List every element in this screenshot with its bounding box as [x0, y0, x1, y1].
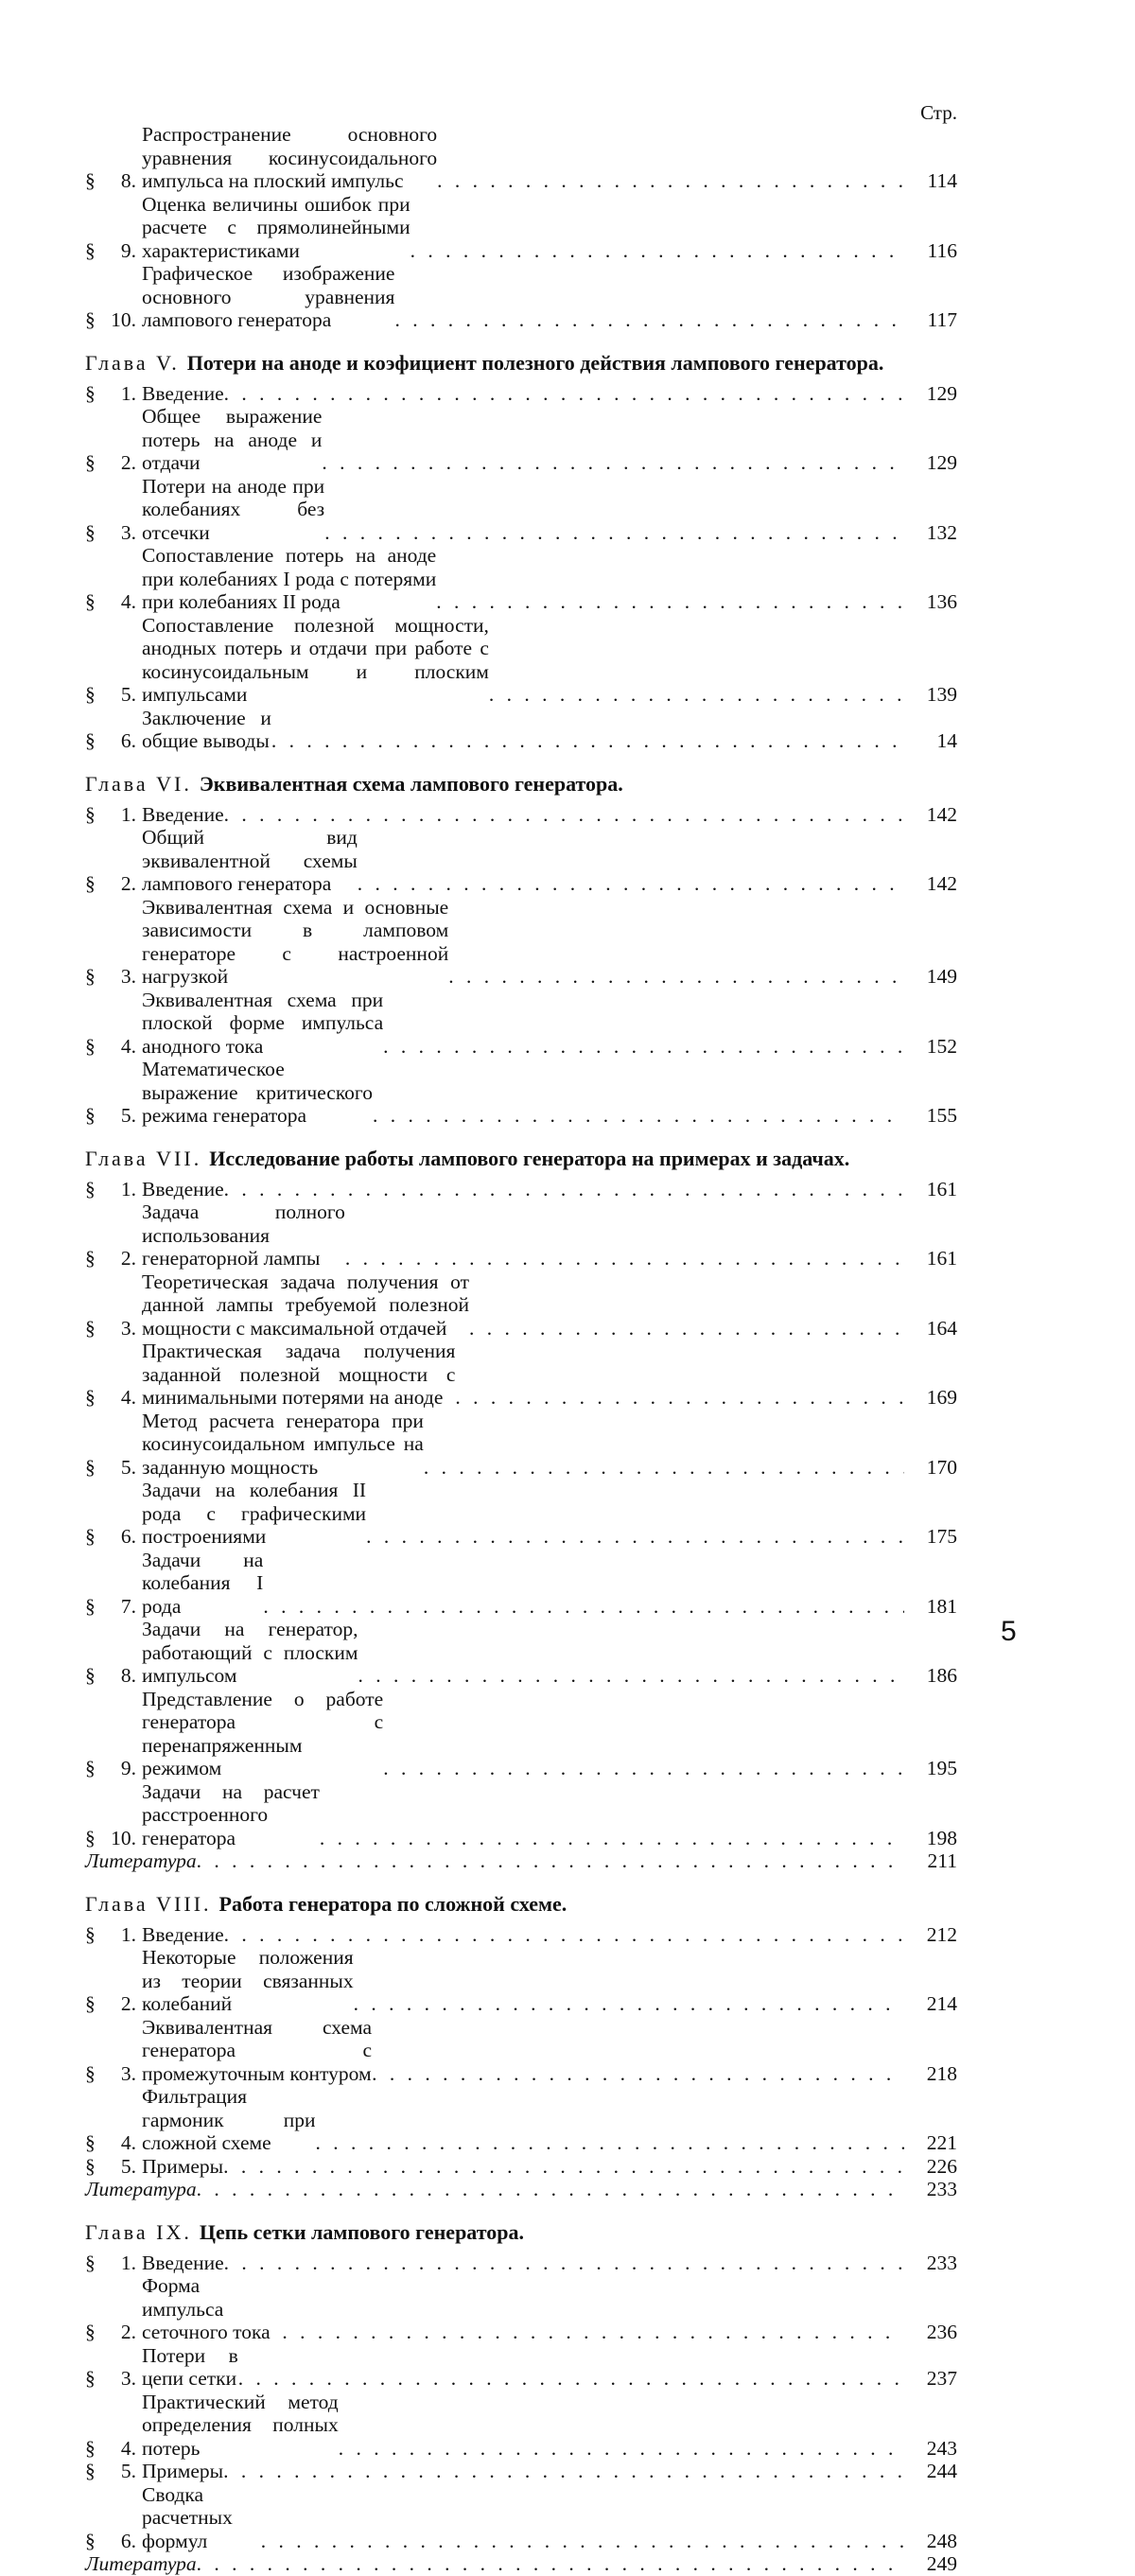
section-sign: § [85, 451, 96, 474]
section-sign: § [85, 1177, 96, 1200]
section-number: 2. [120, 1247, 136, 1270]
section-number: 4. [120, 2131, 136, 2154]
entry-title: Примеры [142, 2154, 224, 2178]
section-sign: § [85, 1316, 96, 1340]
toc-entry [85, 382, 957, 406]
chapter-title: Работа генератора по сложной схеме. [218, 1891, 568, 1916]
toc-entry [85, 1410, 957, 1480]
entry-title: Представление о работе генератора с перенапряженным режимом [142, 1687, 384, 1779]
entry-page: 142 [926, 802, 957, 826]
entry-title-wrap [142, 1618, 904, 1688]
entry-title-wrap [142, 1200, 904, 1270]
entry-title-wrap [142, 2344, 904, 2391]
dot-leader [339, 2437, 904, 2461]
entry-title: Литература [85, 1849, 197, 1872]
dot-leader [354, 1992, 904, 2016]
entry-title: Общее выражение потерь на аноде и отдачи [142, 405, 323, 474]
section-sign: § [85, 2251, 96, 2274]
entry-page: 186 [926, 1664, 957, 1687]
entry-title-wrap [142, 1340, 904, 1410]
dot-leader [223, 2155, 904, 2179]
toc-entry [85, 1340, 957, 1410]
entry-title: Сопоставление полезной мощности, анодных потерь и отдачи при работе с косинусоидальным и плоским импульсами [142, 613, 489, 706]
table-of-contents [85, 102, 957, 2576]
chapter-label: Глава VII. [85, 1146, 202, 1170]
entry-page: 243 [926, 2436, 957, 2460]
entry-title: Оценка величины ошибок при расчете с прямолинейными характеристиками [142, 192, 410, 262]
entry-page: 142 [926, 872, 957, 895]
entry-page: 233 [926, 2178, 957, 2200]
section-number: 1. [120, 1922, 136, 1946]
toc-entry [85, 123, 957, 193]
section-sign: § [85, 2321, 96, 2343]
entry-title-wrap [142, 2252, 904, 2275]
section-sign: § [85, 1247, 96, 1270]
entry-title: Введение [142, 2251, 224, 2274]
entry-title-wrap [142, 2483, 904, 2553]
section-number: 4. [120, 1386, 136, 1409]
section-sign: § [85, 729, 96, 752]
toc-groups [85, 123, 957, 2576]
toc-entry [85, 2085, 957, 2155]
entry-page: 164 [926, 1316, 957, 1340]
toc-chapter-group [85, 1892, 957, 2201]
entry-page: 161 [926, 1177, 957, 1200]
entry-title: Математическое выражение критического режима генератора [142, 1058, 373, 1127]
entry-title-wrap [142, 1688, 904, 1780]
entry-title: Задачи на генератор, работающий с плоским импульсом [142, 1618, 358, 1687]
page-column-label: Стр. [920, 101, 957, 124]
dot-leader [197, 1849, 904, 1873]
dot-leader [224, 803, 904, 827]
entry-title: Потери на аноде при колебаниях без отсечки [142, 474, 325, 544]
entry-title-wrap [142, 1058, 904, 1128]
toc-entry [85, 262, 957, 332]
toc-entry [85, 2016, 957, 2086]
dot-leader [261, 2530, 904, 2553]
entry-title: Задачи на колебания II рода с графическими построениями [142, 1479, 367, 1548]
entry-page: 181 [926, 1594, 957, 1618]
section-number: 1. [120, 1177, 136, 1200]
toc-entry [85, 1479, 957, 1549]
dot-leader [448, 965, 904, 989]
entry-page: 233 [926, 2251, 957, 2274]
entry-page: 117 [927, 308, 957, 331]
entry-title: Эквивалентная схема при плоской форме импульса анодного тока [142, 988, 384, 1058]
section-sign: § [85, 1757, 96, 1779]
entry-title-wrap [142, 2155, 904, 2179]
entry-page: 237 [926, 2367, 957, 2390]
entry-title: Общий вид эквивалентной схемы лампового генератора [142, 826, 358, 895]
toc-entry [85, 1618, 957, 1688]
entry-title: Задачи на расчет расстроенного генератора [142, 1779, 320, 1849]
section-sign: § [85, 308, 96, 331]
entry-page: 116 [927, 238, 957, 262]
dot-leader [372, 2062, 904, 2086]
entry-page: 114 [927, 169, 957, 192]
section-number: 6. [120, 2529, 136, 2552]
entry-title: Графическое изображение основного уравнения лампового генератора [142, 262, 395, 331]
entry-title: Метод расчета генератора при косинусоидальном импульсе на заданную мощность [142, 1409, 424, 1479]
entry-title: Сопоставление потерь на аноде при колебаниях I рода с потерями при колебаниях II рода [142, 544, 437, 613]
section-number: 8. [120, 169, 136, 192]
chapter-heading [85, 772, 957, 796]
toc-entry [85, 2391, 957, 2461]
section-sign: § [85, 520, 96, 544]
chapter-label: Глава VI. [85, 771, 192, 796]
entry-title: Практический метод определения полных потерь [142, 2390, 339, 2460]
entry-page: 214 [926, 1992, 957, 2015]
chapter-title: Цепь сетки лампового генератора. [199, 2219, 524, 2244]
section-number: 2. [120, 451, 136, 474]
section-sign: § [85, 965, 96, 988]
entry-page: 139 [926, 683, 957, 706]
toc-entry [85, 1946, 957, 2016]
section-sign: § [85, 1455, 96, 1479]
section-number: 1. [120, 802, 136, 826]
entry-title-wrap [142, 1479, 904, 1549]
section-sign: § [85, 1664, 96, 1687]
entry-title-wrap [142, 475, 904, 545]
toc-chapter-group [85, 1147, 957, 1873]
dot-leader [223, 2460, 904, 2483]
section-sign: § [85, 2436, 96, 2460]
entry-page: 155 [926, 1104, 957, 1127]
entry-title: Примеры [142, 2460, 224, 2482]
entry-title: Некоторые положения из теории связанных колебаний [142, 1946, 354, 2015]
section-number: 10. [111, 308, 136, 331]
section-number: 1. [120, 2251, 136, 2274]
toc-entry [85, 2252, 957, 2275]
entry-page: 195 [926, 1757, 957, 1779]
section-number: 3. [120, 520, 136, 544]
entry-page: 132 [926, 520, 957, 544]
chapter-title: Исследование работы лампового генератора на примерах и задачах. [209, 1146, 850, 1170]
toc-entry [85, 989, 957, 1059]
section-number: 10. [111, 1826, 136, 1849]
section-sign: § [85, 381, 96, 405]
entry-title: Распространение основного уравнения косинусоидального импульса на плоский импульс [142, 123, 438, 192]
toc-entry [85, 1923, 957, 1947]
entry-title-wrap [142, 2016, 904, 2086]
section-number: 4. [120, 590, 136, 613]
section-sign: § [85, 872, 96, 895]
section-number: 1. [120, 381, 136, 405]
toc-chapter-group [85, 123, 957, 332]
toc-entry [85, 2460, 957, 2483]
dot-leader [436, 590, 904, 614]
chapter-label: Глава V. [85, 350, 180, 375]
chapter-heading [85, 1892, 957, 1916]
dot-leader [469, 1317, 904, 1341]
chapter-title: Потери на аноде и коэфициент полезного действия лампового генератора. [186, 350, 884, 375]
entry-title: Потери в цепи сетки [142, 2343, 238, 2390]
section-number: 3. [120, 1316, 136, 1340]
section-sign: § [85, 2460, 96, 2482]
entry-page: 218 [926, 2061, 957, 2085]
chapter-heading [85, 351, 957, 375]
toc-entry [85, 1058, 957, 1128]
entry-page: 136 [926, 590, 957, 613]
toc-entry [85, 2344, 957, 2391]
entry-title-wrap [142, 1780, 904, 1850]
entry-title: Практическая задача получения заданной полезной мощности с минимальными потерями на аноде [142, 1340, 456, 1409]
chapter-heading [85, 2220, 957, 2244]
section-number: 4. [120, 2436, 136, 2460]
dot-leader [437, 169, 904, 193]
entry-title: Введение [142, 381, 224, 405]
chapter-title: Эквивалентная схема лампового генератора. [199, 771, 623, 796]
dot-leader [322, 451, 904, 475]
entry-title-wrap [142, 1946, 904, 2016]
section-sign: § [85, 1826, 96, 1849]
section-number: 7. [120, 1594, 136, 1618]
section-sign: § [85, 1922, 96, 1946]
toc-entry [85, 1549, 957, 1619]
dot-leader [316, 2131, 904, 2155]
toc-entry [85, 707, 957, 753]
entry-page: 169 [926, 1386, 957, 1409]
entry-page: 149 [926, 965, 957, 988]
entry-title-wrap [142, 614, 904, 707]
section-number: 2. [120, 872, 136, 895]
entry-page: 161 [926, 1247, 957, 1270]
toc-entry [85, 193, 957, 263]
section-number: 8. [120, 1664, 136, 1687]
entry-title: Литература [85, 2178, 197, 2200]
entry-title-wrap [142, 123, 904, 193]
dot-leader [373, 1104, 904, 1128]
toc-entry [85, 826, 957, 896]
section-sign: § [85, 1104, 96, 1127]
section-sign: § [85, 1034, 96, 1058]
entry-title: Введение [142, 802, 224, 826]
entry-title-wrap [142, 262, 904, 332]
entry-title: Форма импульса сеточного тока [142, 2274, 271, 2343]
entry-title: Сводка расчетных формул [142, 2482, 233, 2552]
toc-entry [85, 614, 957, 707]
entry-page: 212 [926, 1922, 957, 1946]
section-number: 9. [120, 238, 136, 262]
dot-leader [324, 521, 904, 545]
entry-title-wrap [142, 707, 904, 753]
entry-title-wrap [85, 2552, 904, 2576]
section-sign: § [85, 2154, 96, 2178]
entry-page: 244 [926, 2460, 957, 2482]
section-number: 2. [120, 2321, 136, 2343]
entry-title-wrap [142, 382, 904, 406]
dot-leader [224, 382, 904, 406]
entry-title-wrap [142, 826, 904, 896]
entry-page: 129 [926, 451, 957, 474]
entry-title: Заключение и общие выводы [142, 706, 271, 752]
section-number: 4. [120, 1034, 136, 1058]
section-sign: § [85, 1386, 96, 1409]
section-number: 5. [120, 1104, 136, 1127]
section-number: 5. [120, 2460, 136, 2482]
entry-title: Задачи на колебания I рода [142, 1548, 264, 1618]
toc-entry [85, 896, 957, 989]
entry-title-wrap [142, 2391, 904, 2461]
dot-leader [424, 1456, 904, 1480]
entry-page: 170 [926, 1455, 957, 1479]
section-number: 3. [120, 965, 136, 988]
entry-page: 198 [926, 1826, 957, 1849]
entry-title-wrap [142, 896, 904, 989]
section-sign: § [85, 2367, 96, 2390]
section-number: 6. [120, 729, 136, 752]
entry-title-wrap [85, 1849, 904, 1873]
section-sign: § [85, 2061, 96, 2085]
toc-entry [85, 2155, 957, 2179]
dot-leader [238, 2367, 904, 2391]
entry-title: Теоретическая задача получения от данной лампы требуемой полезной мощности с максимальной отдачей [142, 1270, 469, 1340]
dot-leader [358, 872, 904, 896]
section-number: 5. [120, 2154, 136, 2178]
entry-title-wrap [142, 803, 904, 827]
literature-entry [85, 2178, 957, 2201]
dot-leader [489, 683, 904, 707]
entry-title: Задача полного использования генераторной лампы [142, 1200, 345, 1270]
entry-page: 248 [926, 2529, 957, 2552]
entry-page: 226 [926, 2154, 957, 2178]
dot-leader [320, 1827, 904, 1850]
dot-leader [224, 1923, 904, 1947]
dot-leader [197, 2552, 904, 2576]
entry-title-wrap [142, 1549, 904, 1619]
entry-title-wrap [85, 2178, 904, 2201]
dot-leader [224, 1178, 904, 1201]
entry-title-wrap [142, 1410, 904, 1480]
dot-leader [197, 2178, 904, 2201]
section-sign: § [85, 683, 96, 706]
dot-leader [345, 1247, 904, 1270]
entry-title-wrap [142, 989, 904, 1059]
section-number: 3. [120, 2061, 136, 2085]
section-sign: § [85, 1594, 96, 1618]
section-number: 9. [120, 1757, 136, 1779]
entry-title-wrap [142, 1923, 904, 1947]
dot-leader [271, 729, 904, 753]
dot-leader [224, 2252, 904, 2275]
toc-entry [85, 1200, 957, 1270]
section-sign: § [85, 1992, 96, 2015]
section-sign: § [85, 1525, 96, 1548]
entry-title-wrap [142, 2460, 904, 2483]
section-sign: § [85, 238, 96, 262]
section-number: 6. [120, 1525, 136, 1548]
entry-title: Эквивалентная схема и основные зависимости в ламповом генераторе с настроенной нагрузкой [142, 895, 449, 988]
section-sign: § [85, 169, 96, 192]
toc-entry [85, 544, 957, 614]
section-number: 3. [120, 2367, 136, 2390]
entry-title-wrap [142, 544, 904, 614]
toc-chapter-group [85, 772, 957, 1128]
toc-entry [85, 2274, 957, 2344]
entry-title-wrap [142, 2274, 904, 2344]
entry-page: 211 [927, 1849, 957, 1872]
dot-leader [282, 2321, 904, 2344]
literature-entry [85, 2552, 957, 2576]
entry-title: Фильтрация гармоник при сложной схеме [142, 2085, 316, 2154]
page-number: 5 [1001, 1616, 1017, 1647]
toc-entry [85, 803, 957, 827]
entry-title: Литература [85, 2552, 197, 2575]
entry-title-wrap [142, 1270, 904, 1341]
chapter-label: Глава IX. [85, 2219, 192, 2244]
literature-entry [85, 1849, 957, 1873]
chapter-heading [85, 1147, 957, 1170]
section-sign: § [85, 802, 96, 826]
entry-page: 236 [926, 2321, 957, 2343]
dot-leader [383, 1035, 904, 1059]
chapter-label: Глава VIII. [85, 1891, 212, 1916]
entry-title: Введение [142, 1922, 224, 1946]
toc-chapter-group [85, 351, 957, 753]
entry-page: 221 [926, 2131, 957, 2154]
toc-entry [85, 405, 957, 475]
entry-page: 249 [926, 2552, 957, 2575]
dot-leader [358, 1664, 904, 1688]
section-sign: § [85, 2131, 96, 2154]
toc-chapter-group [85, 2220, 957, 2576]
entry-page: 14 [936, 729, 957, 752]
dot-leader [455, 1386, 904, 1410]
section-sign: § [85, 590, 96, 613]
dot-leader [263, 1595, 904, 1619]
dot-leader [410, 239, 904, 263]
section-number: 5. [120, 683, 136, 706]
entry-title-wrap [142, 1178, 904, 1201]
entry-title-wrap [142, 2085, 904, 2155]
toc-entry [85, 1780, 957, 1850]
entry-title: Введение [142, 1177, 224, 1200]
toc-entry [85, 1178, 957, 1201]
section-number: 5. [120, 1455, 136, 1479]
toc-entry [85, 2483, 957, 2553]
entry-page: 129 [926, 381, 957, 405]
entry-title: Эквивалентная схема генератора с промежуточным контуром [142, 2015, 373, 2085]
entry-page: 152 [926, 1034, 957, 1058]
page-column-header [85, 102, 957, 123]
toc-entry [85, 1688, 957, 1780]
entry-title-wrap [142, 405, 904, 475]
entry-page: 175 [926, 1525, 957, 1548]
entry-title-wrap [142, 193, 904, 263]
section-sign: § [85, 2529, 96, 2552]
dot-leader [383, 1757, 904, 1780]
dot-leader [366, 1525, 904, 1549]
dot-leader [394, 308, 904, 332]
toc-entry [85, 1270, 957, 1341]
section-number: 2. [120, 1992, 136, 2015]
toc-entry [85, 475, 957, 545]
